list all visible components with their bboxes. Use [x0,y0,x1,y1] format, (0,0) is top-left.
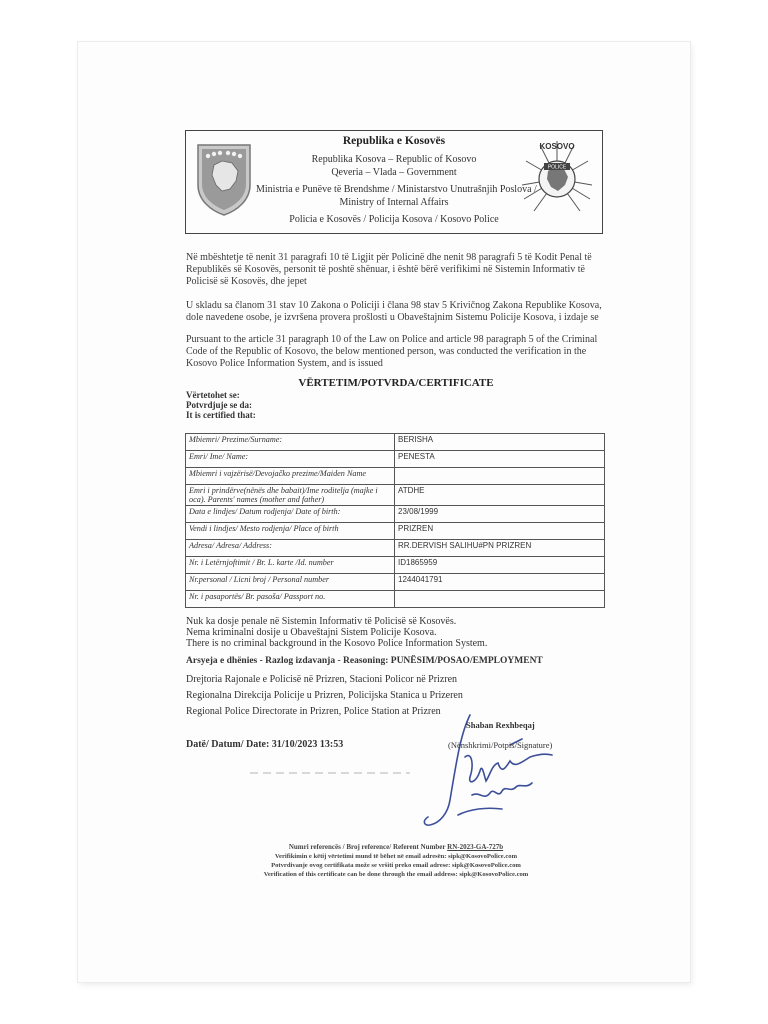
no-record-en: There is no criminal background in the Kosovo Police Information System. [186,638,488,649]
kosovo-police-logo-icon [518,135,596,217]
row-label: Adresa/ Adresa/ Address: [186,540,395,557]
certificate-header [185,130,603,234]
table-row [186,451,605,468]
table-row [186,574,605,591]
footer-block [186,843,606,879]
row-label: Mbiemri i vajzërisë/Devojačko prezime/Maiden Name [186,468,395,485]
issue-date: Datë/ Datum/ Date: 31/10/2023 13:53 [186,739,344,750]
row-label: Emri/ Ime/ Name: [186,451,395,468]
no-record-statement [186,616,487,649]
personal-data-table [185,433,605,608]
row-label: Nr. i Letërnjoftimit / Br. L. karte /Id. number [186,557,395,574]
verification-line-sq: Verifikimin e këtij vërtetimi mund të bëhet në email adresën: sipk@KosovoPolice.com [274,853,518,860]
intro-albanian: Në mbështetje të nenit 31 paragrafi 10 të Ligjit për Policinë dhe nenit 98 paragrafi 5 të Kodit Penal të Republikës së Kosovës, personit të poshtë shënuar, i është bërë verifikimi në Sistemin Informativ të Policisë së Kosovës, dhe jepet [186,252,592,287]
header-line-ministry-en: Ministry of Internal Affairs [339,197,449,208]
signer-name: Shaban Rexhbeqaj [466,720,535,730]
row-label: Mbiemri/ Prezime/Surname: [186,434,395,451]
header-line-government: Qeveria – Vlada – Government [331,167,457,178]
table-row [186,434,605,451]
row-value: BERISHA [395,434,605,451]
station-en: Regional Police Directorate in Prizren, Police Station at Prizren [186,706,441,717]
header-line-ministry: Ministria e Punëve të Brendshme / Ministarstvo Unutrašnjih Poslova / [256,184,537,195]
faded-stamp-mark [250,770,410,776]
republic-title: Republika e Kosovës [342,135,446,147]
reference-label: Numri referencës / Broj reference/ Referent Number [288,843,446,851]
intro-serbian: U skladu sa članom 31 stav 10 Zakona o Policiji i člana 98 stav 5 Krivičnog Zakona Republike Kosova, dole navedene osobe, je izvršena provera prošlosti u Obaveštajnim Sistemu Policije Kosova, i izdaje se [186,300,602,323]
table-row [186,468,605,485]
row-label: Nr.personal / Licni broj / Personal number [186,574,395,591]
certificate-title: VËRTETIM/POTVRDA/CERTIFICATE [298,377,494,389]
certified-sr: Potvrdjuje se da: [186,400,252,410]
certified-sq: Vërtetohet se: [186,390,240,400]
no-record-sr: Nema kriminalni dosije u Obaveštajni Sistem Policije Kosova. [186,627,437,638]
svg-text:POLICE: POLICE [547,164,567,171]
table-row [186,591,605,608]
row-value: PENESTA [395,451,605,468]
no-record-sq: Nuk ka dosje penale në Sistemin Informativ të Policisë së Kosovës. [186,616,457,627]
row-value: 23/08/1999 [395,506,605,523]
verification-line-en: Verification of this certificate can be done through the email address: sipk@KosovoPolice.com [263,871,529,878]
certified-en: It is certified that: [186,410,256,420]
row-label: Data e lindjes/ Datum rodjenja/ Date of birth: [186,506,395,523]
station-sq: Drejtoria Rajonale e Policisë në Prizren, Stacioni Policor në Prizren [186,674,458,685]
row-value: PRIZREN [395,523,605,540]
row-value: RR.DERVISH SALIHU#PN PRIZREN [395,540,605,557]
header-line-police: Policia e Kosovës / Policija Kosova / Kosovo Police [289,214,499,225]
certified-heading [186,390,256,420]
header-text-block [256,135,537,226]
row-value: ID1865959 [395,557,605,574]
svg-text:KOSOVO: KOSOVO [539,142,575,151]
row-label: Emri i prindërve(nënës dhe babait)/Ime roditelja (majke i oca). Parents' names (mother and father) [186,485,395,506]
verification-line-sr: Potvrdivanje ovog certifikata može se vršiti preko email adrese: sipk@KosovoPolice.com [271,862,521,869]
row-value [395,591,605,608]
row-label: Nr. i pasaportës/ Br. pasoša/ Passport no. [186,591,395,608]
row-value: 1244041791 [395,574,605,591]
reference-number: RN-2023-GA-727b [447,843,504,851]
row-label: Vendi i lindjes/ Mesto rodjenja/ Place of birth [186,523,395,540]
signature-label: (Nënshkrimi/Potpis/Signature) [448,740,553,750]
issuance-reason: Arsyeja e dhënies - Razlog izdavanja - Reasoning: PUNËSIM/POSAO/EMPLOYMENT [186,656,543,666]
table-row [186,540,605,557]
table-row [186,506,605,523]
row-value [395,468,605,485]
table-row [186,485,605,506]
intro-english: Pursuant to the article 31 paragraph 10 of the Law on Police and article 98 paragraph 5 of the Criminal Code of the Republic of Kosovo, the below mentioned person, was conducted the verification in the Kosovo Police Information System, and is issued [186,334,598,369]
table-row [186,557,605,574]
table-row [186,523,605,540]
header-line-republic: Republika Kosova – Republic of Kosovo [311,154,477,165]
row-value: ATDHE [395,485,605,506]
kosovo-coat-of-arms-icon [194,141,254,217]
reference-line [186,843,606,852]
station-sr: Regionalna Direkcija Policije u Prizren, Policijska Stanica u Prizeren [186,690,463,701]
